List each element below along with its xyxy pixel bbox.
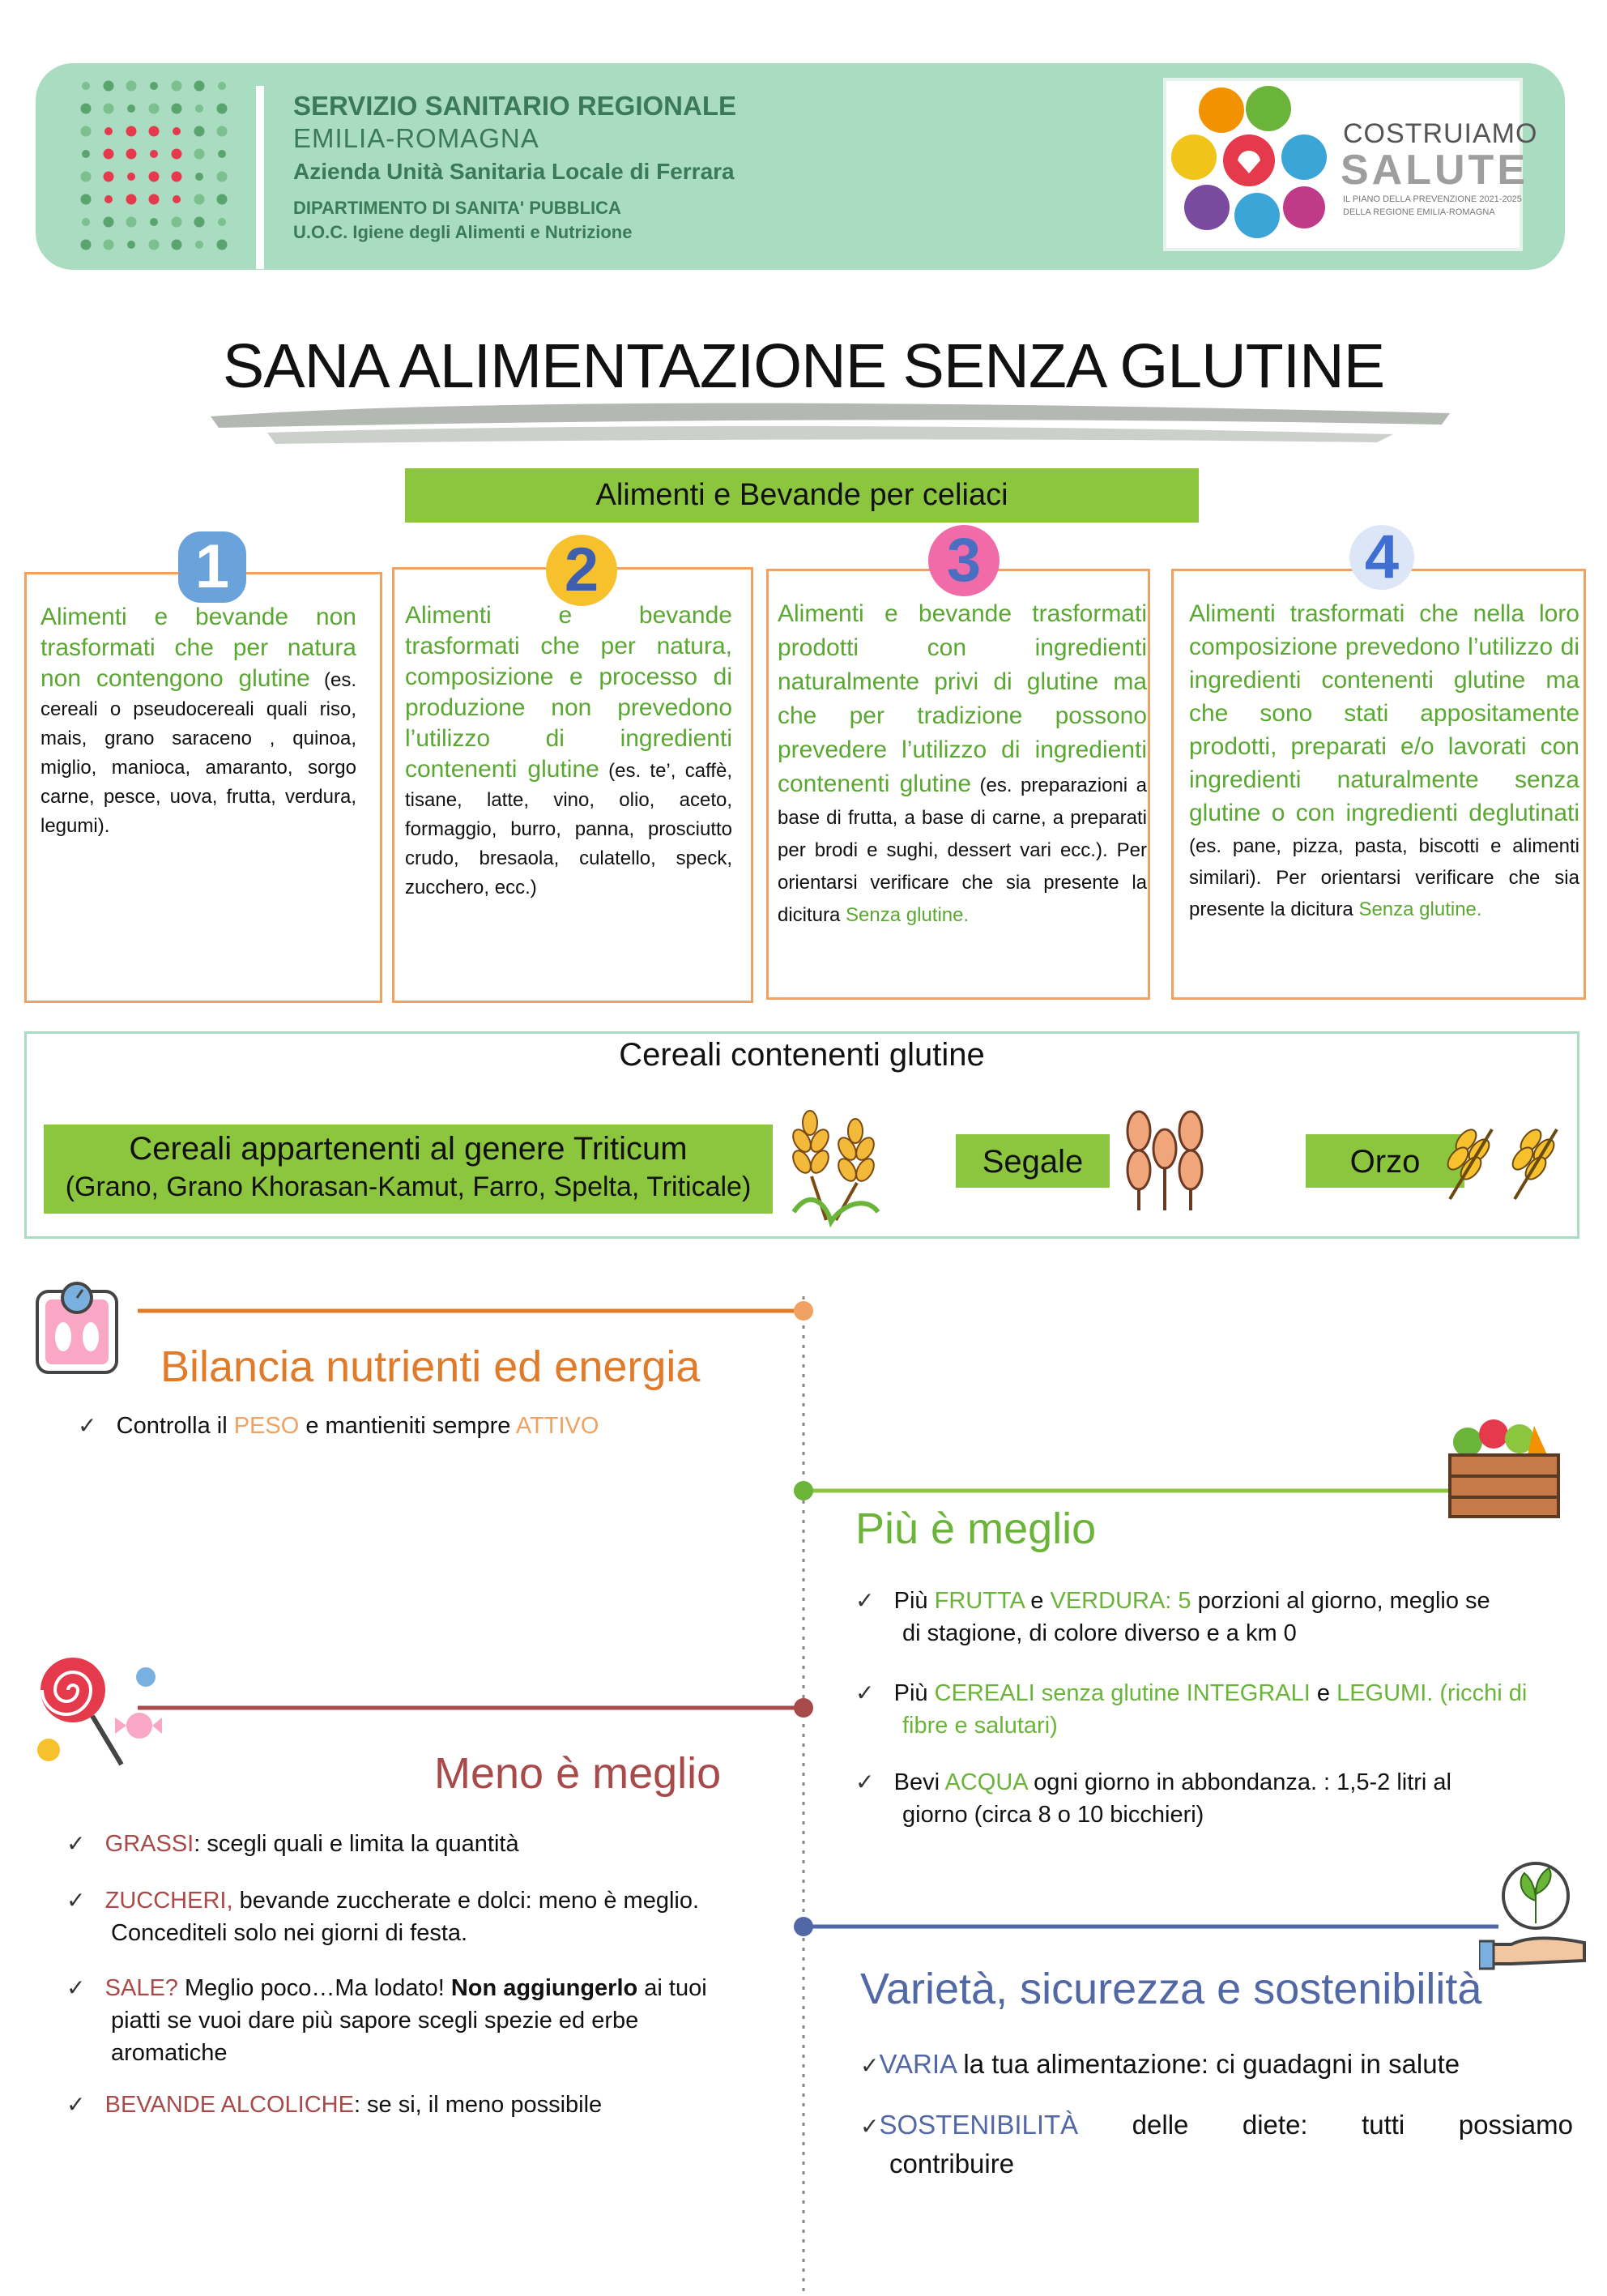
piu-1-frutta: FRUTTA — [934, 1588, 1025, 1614]
candy-lollipop-icon — [24, 1653, 162, 1774]
rye-icon — [1108, 1100, 1221, 1214]
meno-4-alcoliche: BEVANDE ALCOLICHE — [104, 2092, 354, 2118]
box-4-note-green: Senza glutine. — [1358, 898, 1482, 920]
piu-1-c: e — [1024, 1588, 1051, 1614]
header-line-4: DIPARTIMENTO DI SANITA' PUBBLICA — [293, 198, 621, 218]
check-icon: ✓ — [66, 2092, 86, 2117]
header-line-3: Azienda Unità Sanitaria Locale di Ferrara — [293, 159, 735, 184]
subtitle: Alimenti e Bevande per celiaci — [595, 478, 1008, 512]
box-3-lead: Alimenti e bevande trasformati prodotti con ingredienti naturalmente privi di glutine ma che per tradizione possono prevedere l’utilizzo di ingredienti contenenti glutine — [778, 600, 1147, 797]
piu-1-verdura: VERDURA: 5 — [1050, 1588, 1191, 1614]
varieta-2-e: possiamo — [1458, 2110, 1573, 2140]
check-icon: ✓ — [860, 2053, 880, 2078]
number-2: 2 — [564, 536, 599, 604]
piu-3-acqua: ACQUA — [944, 1769, 1028, 1795]
check-icon: ✓ — [66, 1975, 86, 2000]
bilancia-item-1 — [78, 1410, 599, 1442]
bilancia-text-a: Controlla il — [116, 1413, 234, 1439]
meno-2-c: Concediteli solo nei giorni di festa. — [111, 1920, 468, 1946]
piu-2-legumi: LEGUMI. (ricchi di — [1336, 1680, 1528, 1706]
box-2-lead: Alimenti e bevande trasformati che per natura, composizione e processo di produzione non prevedono l’utilizzo di ingredienti contenenti glutine — [405, 602, 732, 783]
meno-3-c: Non aggiungerlo — [450, 1975, 638, 2001]
header-line-5: U.O.C. Igiene degli Alimenti e Nutrizione — [293, 222, 633, 242]
meno-4-b: : se si, il meno possibile — [353, 2092, 603, 2118]
box-4-lead: Alimenti trasformati che nella loro composizione prevedono l’utilizzo di ingredienti contenenti glutine ma che sono stati appositamente prodotti, preparati e/o lavorati con ingredienti naturalmente senza glutine o con ingredienti deglutinati — [1189, 600, 1579, 826]
varieta-2-d: tutti — [1362, 2110, 1405, 2140]
piu-2-cereali: CEREALI senza glutine INTEGRALI — [934, 1680, 1311, 1706]
logo-subtitle-1: IL PIANO DELLA PREVENZIONE 2021-2025 — [1343, 194, 1522, 204]
wheat-icon — [778, 1099, 891, 1228]
number-4: 4 — [1364, 523, 1400, 591]
varieta-2-c: diete: — [1242, 2110, 1308, 2140]
brush-stroke-decoration — [202, 392, 1458, 457]
check-icon: ✓ — [66, 1831, 86, 1856]
varieta-2-b: delle — [1132, 2110, 1189, 2140]
meno-1-b: : scegli quali e limita la quantità — [194, 1831, 519, 1857]
section-title-meno: Meno è meglio — [434, 1749, 722, 1798]
logo-word-salute: SALUTE — [1341, 147, 1528, 194]
box-4-note: Per orientarsi verificare che sia presente la dicitura — [1189, 867, 1579, 920]
bilancia-text-peso: PESO — [233, 1413, 300, 1439]
logo-word-costruiamo: COSTRUIAMO — [1343, 118, 1538, 149]
piu-item-3 — [855, 1766, 1451, 1831]
piu-1-f: di stagione, di colore diverso e a km 0 — [902, 1620, 1297, 1646]
check-icon: ✓ — [855, 1680, 875, 1705]
piu-1-a: Più — [893, 1588, 935, 1614]
hand-plant-icon — [1479, 1855, 1592, 1977]
section-title-piu: Più è meglio — [855, 1504, 1097, 1553]
bilancia-text-c: e mantieniti sempre — [299, 1413, 516, 1439]
meno-3-e: piatti se vuoi dare più sapore scegli spezie ed erbe — [111, 2008, 639, 2034]
piu-2-e: fibre e salutari) — [902, 1713, 1058, 1739]
cereal-section-title: Cereali contenenti glutine — [619, 1037, 985, 1073]
meno-item-3 — [66, 1972, 707, 2069]
meno-1-grassi: GRASSI — [104, 1831, 194, 1857]
barley-icon — [1434, 1108, 1579, 1214]
varieta-2-f: contribuire — [889, 2149, 1015, 2179]
meno-item-4 — [66, 2089, 602, 2121]
check-icon: ✓ — [855, 1588, 875, 1613]
section-title-varieta: Varietà, sicurezza e sostenibilità — [860, 1965, 1482, 2013]
triticum-title: Cereali appartenenti al genere Triticum — [129, 1131, 688, 1167]
piu-3-c: ogni giorno in abbondanza. : 1,5-2 litri al — [1027, 1769, 1452, 1795]
varieta-item-1 — [860, 2048, 1460, 2082]
box-2-detail: (es. te’, caffè, tisane, latte, vino, olio, aceto, formaggio, burro, panna, prosciutto crudo, bresaola, culatello, speck, zucchero, ecc.) — [405, 760, 732, 898]
triticum-list: (Grano, Grano Khorasan-Kamut, Farro, Spelta, Triticale) — [65, 1171, 752, 1202]
number-3: 3 — [946, 526, 982, 595]
check-icon: ✓ — [855, 1769, 875, 1795]
box-3-text — [778, 598, 1147, 932]
orzo-label: Orzo — [1349, 1144, 1421, 1180]
bilancia-text-attivo: ATTIVO — [515, 1413, 599, 1439]
number-1: 1 — [194, 532, 230, 601]
piu-item-1 — [855, 1585, 1490, 1649]
varieta-item-2 — [860, 2106, 1573, 2183]
header-divider — [256, 86, 264, 269]
box-4-text — [1189, 598, 1579, 925]
meno-3-b: Meglio poco…Ma lodato! — [177, 1975, 451, 2001]
box-3-note: Per orientarsi verificare che sia presente la dicitura — [778, 839, 1147, 926]
meno-2-b: bevande zuccherate e dolci: meno è meglio. — [232, 1888, 700, 1914]
scale-icon — [32, 1280, 121, 1377]
box-1-text — [40, 603, 356, 841]
box-2-text — [405, 601, 732, 903]
box-4-detail: (es. pane, pizza, pasta, biscotti e alimenti similari). — [1189, 835, 1579, 889]
header-line-2: EMILIA-ROMAGNA — [293, 123, 539, 153]
section-title-bilancia: Bilancia nutrienti ed energia — [160, 1342, 701, 1391]
header-line-1: SERVIZIO SANITARIO REGIONALE — [293, 91, 736, 121]
check-icon: ✓ — [860, 2114, 880, 2139]
meno-3-sale: SALE? — [104, 1975, 178, 2001]
box-1-lead: Alimenti e bevande non trasformati che per natura non contengono glutine — [40, 604, 356, 692]
box-1-detail: (es. cereali o pseudocereali quali riso, mais, grano saraceno , quinoa, miglio, manioca, amaranto, sorgo carne, pesce, uova, frutta, verdura, legumi). — [40, 669, 356, 837]
varieta-2-sostenibilita: SOSTENIBILITÀ — [879, 2110, 1079, 2140]
check-icon: ✓ — [78, 1413, 97, 1438]
meno-item-1 — [66, 1828, 519, 1860]
piu-3-d: giorno (circa 8 o 10 bicchieri) — [902, 1802, 1204, 1828]
dot-grid-icon — [75, 75, 237, 258]
box-3-note-green: Senza glutine. — [846, 904, 970, 926]
check-icon: ✓ — [66, 1888, 86, 1913]
piu-item-2 — [855, 1677, 1527, 1742]
varieta-1-varia: VARIA — [879, 2049, 957, 2079]
meno-item-2 — [66, 1884, 699, 1949]
piu-2-c: e — [1310, 1680, 1337, 1706]
box-3-detail: (es. preparazioni a base di frutta, a base di carne, a preparati per brodi e sughi, dessert vari ecc.). — [778, 775, 1147, 861]
varieta-1-b: la tua alimentazione: ci guadagni in salute — [956, 2049, 1460, 2079]
page-title: SANA ALIMENTAZIONE SENZA GLUTINE — [222, 331, 1385, 401]
vegetable-crate-icon — [1443, 1410, 1565, 1523]
piu-2-a: Più — [893, 1680, 935, 1706]
segale-label: Segale — [982, 1144, 1084, 1180]
meno-3-d: ai tuoi — [637, 1975, 707, 2001]
prevention-circles-icon — [1171, 86, 1333, 243]
meno-2-zuccheri: ZUCCHERI, — [104, 1888, 233, 1914]
piu-3-a: Bevi — [893, 1769, 945, 1795]
logo-subtitle-2: DELLA REGIONE EMILIA-ROMAGNA — [1343, 207, 1495, 217]
piu-1-e: porzioni al giorno, meglio se — [1191, 1588, 1490, 1614]
meno-3-f: aromatiche — [111, 2040, 228, 2066]
